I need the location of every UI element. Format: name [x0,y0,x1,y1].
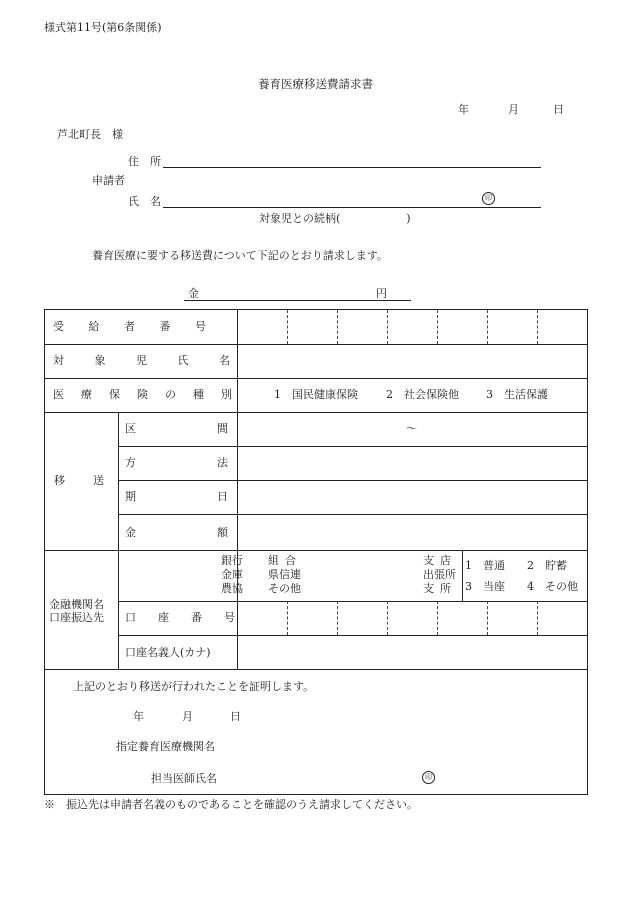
name-field[interactable] [163,207,541,208]
bank-type-kumiai[interactable]: 組合 [268,554,302,567]
bank-type-other[interactable]: その他 [268,582,301,595]
label-insurance-type [53,388,249,401]
bank-type-bank[interactable]: 銀行 [221,554,243,567]
claim-table [44,309,588,795]
label-account-holder: 口座名義人(カナ) [125,646,211,659]
intro-text: 養育医療に要する移送費について下記のとおり請求します。 [92,249,388,262]
doctor-label: 担当医師氏名 [151,772,217,785]
date-year: 年 [458,103,469,116]
amount-suffix: 円 [376,287,387,300]
label-bank-name: 金融機関名 [49,598,104,611]
footnote: ※ 振込先は申請者名義のものであることを確認のうえ請求してください。 [44,798,418,811]
amount-prefix: 金 [188,287,199,300]
label-child-name [53,354,261,367]
insurance-option-1[interactable]: 1 国民健康保険 [274,388,358,401]
account-type-row-1[interactable]: 1 普通 2 貯蓄 [465,559,567,572]
label-method: 方法 [125,456,309,469]
cert-year: 年 [133,710,144,723]
address-label: 住 所 [128,155,161,168]
label-text: 受給者番号 [53,320,231,333]
label-section: 区間 [125,422,309,435]
name-label: 氏 名 [128,195,161,208]
label-text: 医療保険の種別 [53,388,249,401]
branch-type-shiten[interactable]: 支店 [423,554,457,567]
addressee: 芦北町長 様 [57,128,123,141]
label-recipient-number [53,321,231,332]
form-id: 様式第11号(第6条関係) [44,21,162,34]
institution-label: 指定養育医療機関名 [116,740,215,753]
certification-statement: 上記のとおり移送が行われたことを証明します。 [73,680,315,693]
label-account-transfer: 口座振込先 [49,611,104,624]
relation-field[interactable]: 対象児との続柄( ) [259,212,411,225]
label-text: 対象児氏名 [53,354,261,367]
page-title: 養育医療移送費請求書 [258,77,373,91]
date-day: 日 [553,103,564,116]
label-account-number: 口座番号 [125,611,257,624]
section-tilde: 〜 [406,422,417,435]
cert-month: 月 [182,710,193,723]
branch-type-shucchojo[interactable]: 出張所 [423,568,456,581]
label-transport: 移送 [54,474,132,487]
bank-type-nokyo[interactable]: 農協 [221,582,243,595]
branch-type-shisho[interactable]: 支所 [423,582,457,595]
label-period: 期日 [125,490,309,503]
bank-type-shinren[interactable]: 県信連 [268,568,301,581]
label-amount: 金額 [125,526,309,539]
account-type-row-2[interactable]: 3 当座 4 その他 [465,580,578,593]
insurance-option-2[interactable]: 2 社会保険他 [386,388,459,401]
doctor-seal-icon: 印 [422,771,435,784]
date-month: 月 [508,103,519,116]
bank-type-kinko[interactable]: 金庫 [221,568,243,581]
address-field[interactable] [163,167,541,168]
applicant-label: 申請者 [92,174,125,187]
insurance-option-3[interactable]: 3 生活保護 [486,388,548,401]
seal-icon: 印 [482,192,495,205]
amount-field[interactable] [184,300,411,301]
cert-day: 日 [230,710,241,723]
